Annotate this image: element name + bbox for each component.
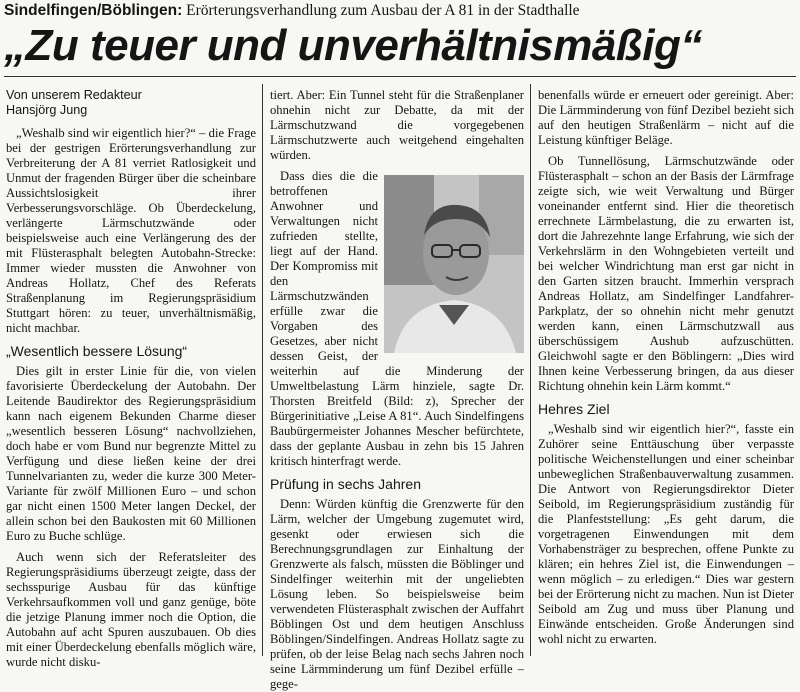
subheading: Hehres Ziel: [538, 401, 610, 417]
headline: „Zu teuer und unverhältnismäßig“: [4, 21, 702, 70]
subheading: Prüfung in sechs Jahren: [270, 476, 421, 492]
paragraph: „Weshalb sind wir eigentlich hier?“ – die Frage bei der gestrigen Erörterungsverhandlung zur Verbreiterung der A 81 verriet Ratlosigkeit und Unmut der fragenden Bürger über die scheinbare Aussichtslosigkeit ihrer Verbesserungsvorschläge. Ob Überdeckelung, verlängerte Lärmschutzwände oder beispielsweise auch eine Verlängerung des der mit Flüsterasphalt belegten Autobahn-Strecke: Immer wieder mussten die Anwohner von Andreas Hollatz, Chef des Referats Straßenplanung im Regierungspräsidium Stuttgart hören: zu teuer, unverhältnismäßig, nicht machbar.: [6, 126, 256, 335]
paragraph: Dies gilt in erster Linie für die, von vielen favorisierte Überdeckelung der Autobahn. Der Leitende Baudirektor des Regierungspräsidium kann nach eigenem Bekunden Charme dieser „wesentlich besseren Lösung“ nachvollziehen, doch habe er vom Bund nur begrenzte Mittel zu Verfügung und diese ließen keine der drei Tunnelvarianten zu, weder die kurze 300 Meter-Variante für zwölf Millionen Euro – und schon gar nicht einen 1500 Meter langen Deckel, der allein schon bei den Baukosten mit 60 Millionen Euro zu Buche schlüge.: [6, 364, 256, 543]
kicker-line: [4, 2, 796, 20]
byline: [6, 88, 256, 118]
paragraph: Denn: Würden künftig die Grenzwerte für den Lärm, welcher der Umgebung zugemutet wird, gesenkt oder erwiesen sich die Berechnungsgrundlagen zur Einhaltung der Grenzwerte als falsch, müssten die Böblinger und Sindelfinger weiterhin mit der ungeliebten Lösung leben. So beispielsweise beim verwendeten Flüsterasphalt zwischen der Auffahrt Böblingen Ost und dem heutigen Anschluss Böblingen/Sindelfingen. Andreas Hollatz sagte zu prüfen, ob der leise Belag nach sechs Jahren noch seine Lärmminderung um fünf Dezibel erfülle – gege-: [270, 497, 524, 691]
column-1: [6, 88, 256, 669]
paragraph: Auch wenn sich der Referatsleiter des Regierungspräsidiums überzeugt zeigte, dass der sechsspurige Ausbau für das künftige Verkehrsaufkommen voll und ganz genüge, böte die jetzige Planung immer noch die Option, die Autobahn auf acht Spuren auszubauen. Ob dies mit einer Überdeckelung ebenfalls möglich wäre, wurde nicht disku-: [6, 550, 256, 669]
column-2: [270, 88, 524, 691]
column-3: [538, 88, 794, 656]
portrait-icon: [384, 175, 524, 353]
paragraph: Ob Tunnellösung, Lärmschutzwände oder Flüsterasphalt – schon an der Basis der Lärmfrage zeigte sich, wie weit Verwaltung und Bürger voneinander entfernt sind. Hier die theoretisch errechnete Lärmbelastung, die zu erwarten ist, dort die Jahrezehnte lange Erfahrung, wie sich der Verkehrslärm in den Wohngebieten verteilt und bei welcher Windrichtung man erst gar nicht in den Garten sitzen braucht. Immerhin versprach Andreas Hollatz, am Sindelfinger Landfahrer-Parkplatz, der so ohnehin nicht mehr genutzt werden kann, einen Lärmschutzwall aus überschüssigem Aushub aufzuschütten. Gleichwohl sagte er den Böblingern: „Dies wird Ihnen keine Verbesserung bringen, da aus dieser Richtung ohnehin kein Lärm kommt.“: [538, 154, 794, 393]
kicker-region: Sindelfingen/Böblingen:: [4, 2, 183, 19]
subheading: „Wesentlich bessere Lösung“: [6, 343, 188, 359]
byline-role: Von unserem Redakteur: [6, 88, 142, 102]
paragraph: benenfalls würde er erneuert oder gereinigt. Aber: Die Lärmminderung von fünf Dezibel bezieht sich auf den heutigen Straßenlärm – nicht auf die Leistung künftiger Beläge.: [538, 88, 794, 147]
kicker-topic: Erörterungsverhandlung zum Ausbau der A 81 in der Stadthalle: [186, 2, 580, 19]
portrait-photo: [384, 175, 524, 353]
column-rule-2: [530, 84, 531, 656]
paragraph: Dass dies die die betroffenen Anwohner und Verwaltungen nicht zufrieden stellte, liegt auf der Hand. Der Kompromiss mit den Lärmschutzwänden erfülle zwar die Vorgaben des Gesetzes, aber nicht dessen Geist, der weiterhin auf die Minderung der Umweltbelastung Lärm hinziele, sagte Dr. Thorsten Breitfeld (Bild: z), Sprecher der Bürgerinitiative „Leise A 81“. Auch Sindelfingens Baubürgermeister Johannes Mescher befürchtete, dass der geplante Ausbau in zehn bis 15 Jahren kritisch hinterfragt werde.: [270, 169, 524, 468]
column-rule-1: [262, 84, 263, 656]
headline-rule: [4, 76, 796, 77]
paragraph: „Weshalb sind wir eigentlich hier?“, fasste ein Zuhörer seine Enttäuschung über verpasste politische Weichenstellungen und einer scheinbar unbeweglichen Straßenbauverwaltung zusammen. Die Antwort von Regierungsdirektor Dieter Seibold, im Regierungspräsidium zuständig für die Planfeststellung: „Es geht darum, die vorgetragenen Einwendungen mit dem Vorhabensträger zu besprechen, offene Punkte zu klären; ein hehres Ziel ist, die Einwendungen – wenn möglich – zu erledigen.“ Dies war gestern bei der Erörterung nicht zu machen. Nun ist Dieter Seibold am Zug und muss über Planung und Einwände entscheiden. Große Änderungen sind wohl nicht zu erwarten.: [538, 422, 794, 646]
byline-author: Hansjörg Jung: [6, 103, 88, 117]
paragraph: tiert. Aber: Ein Tunnel steht für die Straßenplaner ohnehin nicht zur Debatte, da mit der Lärmschutzwand die vorgegebenen Lärmschutzwerte auch weitgehend eingehalten würden.: [270, 88, 524, 162]
